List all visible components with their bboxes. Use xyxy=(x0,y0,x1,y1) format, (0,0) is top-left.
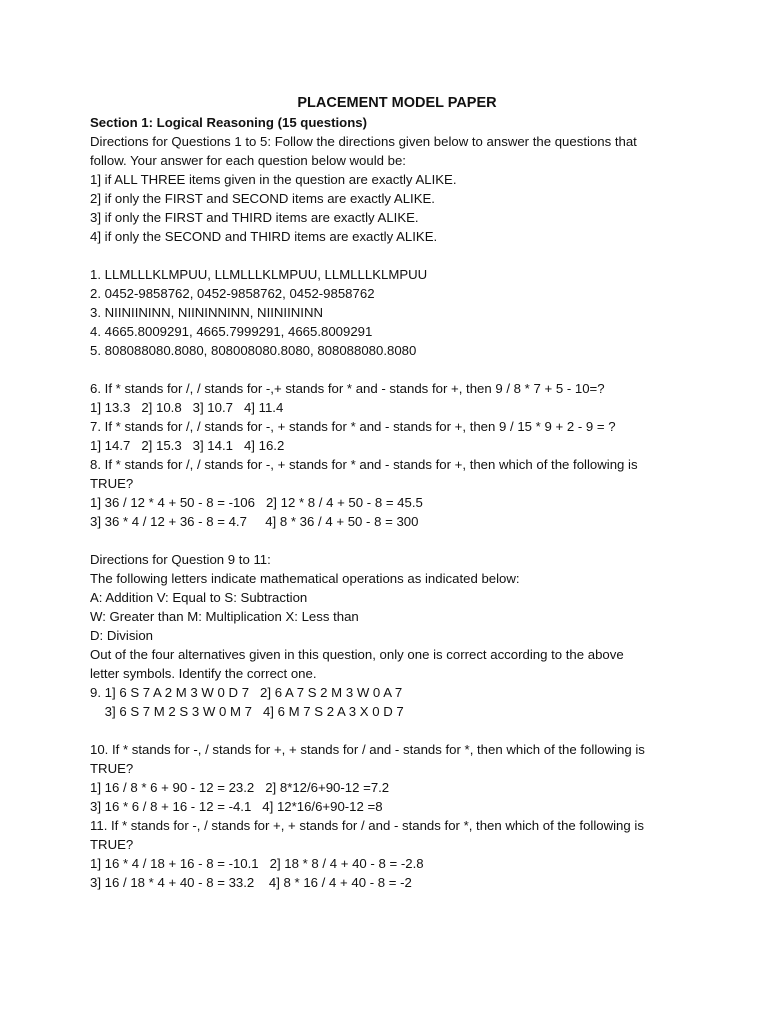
question-item: 1. LLMLLLKLMPUU, LLMLLLKLMPUU, LLMLLLKLMPUU xyxy=(90,267,428,282)
text-line: Directions for Question 9 to 11: xyxy=(90,552,271,567)
answer-options: 9. 1] 6 S 7 A 2 M 3 W 0 D 7 2] 6 A 7 S 2 M 3 W 0 A 7 xyxy=(90,685,403,700)
answer-options: 1] 16 / 8 * 6 + 90 - 12 = 23.2 2] 8*12/6+90-12 =7.2 xyxy=(90,780,390,795)
directions-q1-5 xyxy=(90,132,710,246)
text-line: Directions for Questions 1 to 5: Follow the directions given below to answer the questions that xyxy=(90,134,637,149)
document-title: PLACEMENT MODEL PAPER xyxy=(297,95,497,111)
document-page xyxy=(90,93,710,892)
text-line: 2] if only the FIRST and SECOND items are exactly ALIKE. xyxy=(90,191,435,206)
text-line: 4] if only the SECOND and THIRD items are exactly ALIKE. xyxy=(90,229,438,244)
text-line: 1] if ALL THREE items given in the question are exactly ALIKE. xyxy=(90,172,457,187)
question-item: 5. 808088080.8080, 808008080.8080, 808088080.8080 xyxy=(90,343,417,358)
question-text: TRUE? xyxy=(90,837,134,852)
answer-options: 1] 36 / 12 * 4 + 50 - 8 = -106 2] 12 * 8 / 4 + 50 - 8 = 45.5 xyxy=(90,495,423,510)
question-text: 11. If * stands for -, / stands for +, + stands for / and - stands for *, then which of the following is xyxy=(90,818,644,833)
directions-q9-11 xyxy=(90,550,710,721)
question-text: TRUE? xyxy=(90,476,134,491)
question-text: 10. If * stands for -, / stands for +, + stands for / and - stands for *, then which of the following is xyxy=(90,742,645,757)
text-line: The following letters indicate mathematical operations as indicated below: xyxy=(90,571,520,586)
answer-options: 3] 16 * 6 / 8 + 16 - 12 = -4.1 4] 12*16/6+90-12 =8 xyxy=(90,799,383,814)
text-line: letter symbols. Identify the correct one. xyxy=(90,666,317,681)
text-line: Out of the four alternatives given in this question, only one is correct according to the above xyxy=(90,647,624,662)
spacer xyxy=(90,246,710,265)
question-text: 7. If * stands for /, / stands for -, + stands for * and - stands for +, then 9 / 15 * 9 + 2 - 9 = ? xyxy=(90,419,616,434)
text-line: 3] if only the FIRST and THIRD items are exactly ALIKE. xyxy=(90,210,419,225)
question-item: 4. 4665.8009291, 4665.7999291, 4665.8009291 xyxy=(90,324,373,339)
text-line: A: Addition V: Equal to S: Subtraction xyxy=(90,590,308,605)
text-line: W: Greater than M: Multiplication X: Less than xyxy=(90,609,359,624)
spacer xyxy=(90,721,710,740)
spacer xyxy=(90,531,710,550)
answer-options: 1] 13.3 2] 10.8 3] 10.7 4] 11.4 xyxy=(90,400,284,415)
question-text: 6. If * stands for /, / stands for -,+ stands for * and - stands for +, then 9 / 8 * 7 + 5 - 10=? xyxy=(90,381,605,396)
question-text: 8. If * stands for /, / stands for -, + stands for * and - stands for +, then which of the following is xyxy=(90,457,638,472)
question-item: 3. NIINIININN, NIININNINN, NIINIININN xyxy=(90,305,323,320)
answer-options: 1] 16 * 4 / 18 + 16 - 8 = -10.1 2] 18 * 8 / 4 + 40 - 8 = -2.8 xyxy=(90,856,424,871)
question-item: 2. 0452-9858762, 0452-9858762, 0452-9858762 xyxy=(90,286,375,301)
answer-options: 1] 14.7 2] 15.3 3] 14.1 4] 16.2 xyxy=(90,438,285,453)
questions-10-11 xyxy=(90,740,710,892)
questions-6-8 xyxy=(90,379,710,531)
spacer xyxy=(90,360,710,379)
text-line: D: Division xyxy=(90,628,154,643)
question-text: TRUE? xyxy=(90,761,134,776)
section-heading: Section 1: Logical Reasoning (15 questions) xyxy=(90,115,367,130)
answer-options: 3] 36 * 4 / 12 + 36 - 8 = 4.7 4] 8 * 36 / 4 + 50 - 8 = 300 xyxy=(90,514,419,529)
questions-1-5 xyxy=(90,265,710,360)
answer-options: 3] 6 S 7 M 2 S 3 W 0 M 7 4] 6 M 7 S 2 A 3 X 0 D 7 xyxy=(90,704,404,719)
answer-options: 3] 16 / 18 * 4 + 40 - 8 = 33.2 4] 8 * 16 / 4 + 40 - 8 = -2 xyxy=(90,875,412,890)
text-line: follow. Your answer for each question below would be: xyxy=(90,153,406,168)
